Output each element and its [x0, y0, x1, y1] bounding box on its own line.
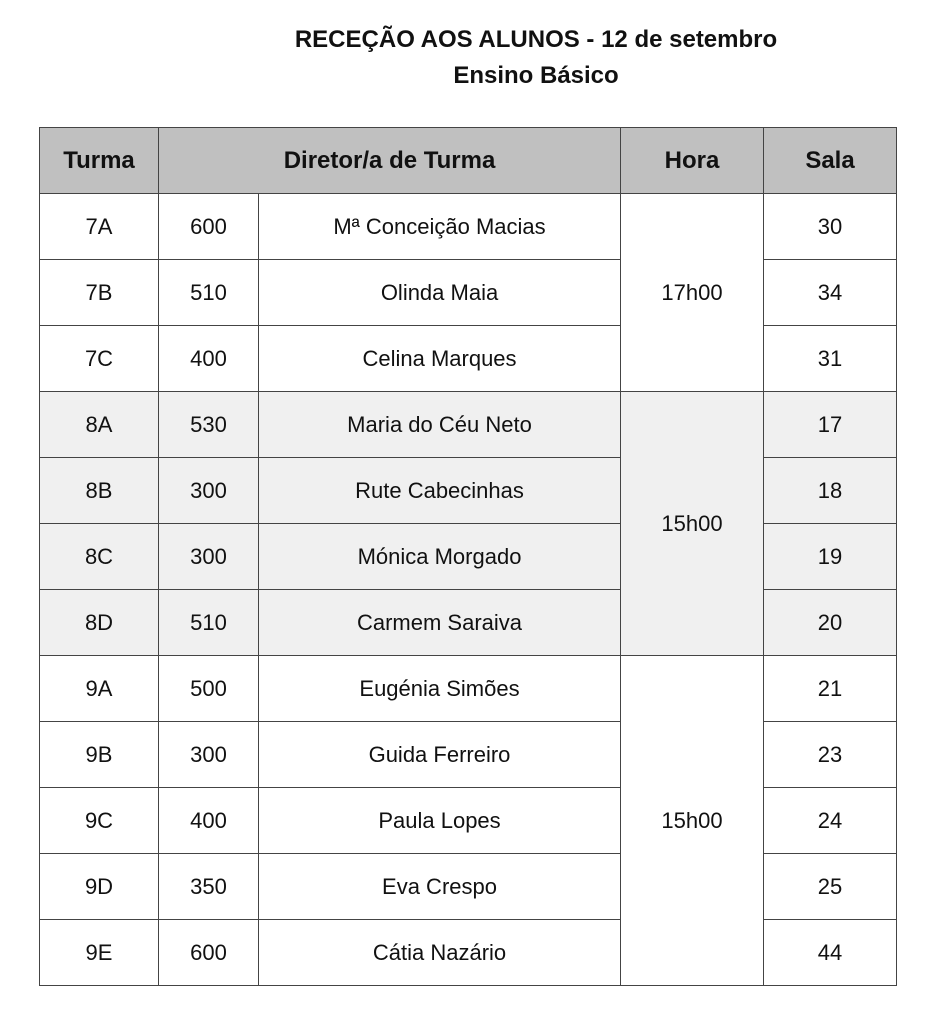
- director-name-cell: Celina Marques: [259, 326, 621, 392]
- director-name-cell: Olinda Maia: [259, 260, 621, 326]
- page-title: RECEÇÃO AOS ALUNOS - 12 de setembro: [294, 26, 778, 53]
- code-cell: 400: [159, 788, 259, 854]
- turma-cell: 8D: [40, 590, 159, 656]
- code-cell: 600: [159, 194, 259, 260]
- director-name-cell: Cátia Nazário: [259, 920, 621, 986]
- turma-cell: 7A: [40, 194, 159, 260]
- turma-cell: 7B: [40, 260, 159, 326]
- table-row: [40, 194, 897, 260]
- sala-cell: 20: [764, 590, 897, 656]
- sala-cell: 21: [764, 656, 897, 722]
- turma-cell: 8A: [40, 392, 159, 458]
- code-cell: 300: [159, 722, 259, 788]
- code-cell: 510: [159, 260, 259, 326]
- turma-cell: 9A: [40, 656, 159, 722]
- column-header-director: Diretor/a de Turma: [159, 128, 621, 194]
- table-row: [40, 524, 897, 590]
- sala-cell: 44: [764, 920, 897, 986]
- sala-cell: 34: [764, 260, 897, 326]
- turma-cell: 9D: [40, 854, 159, 920]
- sala-cell: 19: [764, 524, 897, 590]
- director-name-cell: Mónica Morgado: [259, 524, 621, 590]
- director-name-cell: Mª Conceição Macias: [259, 194, 621, 260]
- code-cell: 600: [159, 920, 259, 986]
- sala-cell: 23: [764, 722, 897, 788]
- table-row: [40, 590, 897, 656]
- code-cell: 400: [159, 326, 259, 392]
- turma-cell: 7C: [40, 326, 159, 392]
- sala-cell: 24: [764, 788, 897, 854]
- table-header-row: [40, 128, 897, 194]
- table-row: [40, 788, 897, 854]
- schedule-table: [39, 127, 897, 986]
- turma-cell: 8C: [40, 524, 159, 590]
- director-name-cell: Rute Cabecinhas: [259, 458, 621, 524]
- sala-cell: 17: [764, 392, 897, 458]
- column-header-hora: Hora: [621, 128, 764, 194]
- table-row: [40, 722, 897, 788]
- code-cell: 500: [159, 656, 259, 722]
- code-cell: 300: [159, 458, 259, 524]
- hora-cell: 15h00: [621, 392, 764, 656]
- column-header-sala: Sala: [764, 128, 897, 194]
- table-row: [40, 656, 897, 722]
- table-row: [40, 260, 897, 326]
- sala-cell: 31: [764, 326, 897, 392]
- director-name-cell: Eva Crespo: [259, 854, 621, 920]
- code-cell: 510: [159, 590, 259, 656]
- hora-cell: 17h00: [621, 194, 764, 392]
- sala-cell: 18: [764, 458, 897, 524]
- code-cell: 530: [159, 392, 259, 458]
- table-row: [40, 920, 897, 986]
- turma-cell: 9B: [40, 722, 159, 788]
- director-name-cell: Paula Lopes: [259, 788, 621, 854]
- sala-cell: 25: [764, 854, 897, 920]
- table-row: [40, 326, 897, 392]
- code-cell: 350: [159, 854, 259, 920]
- turma-cell: 9C: [40, 788, 159, 854]
- turma-cell: 8B: [40, 458, 159, 524]
- turma-cell: 9E: [40, 920, 159, 986]
- director-name-cell: Maria do Céu Neto: [259, 392, 621, 458]
- column-header-turma: Turma: [40, 128, 159, 194]
- code-cell: 300: [159, 524, 259, 590]
- table-row: [40, 458, 897, 524]
- page-subtitle: Ensino Básico: [453, 62, 619, 89]
- table-row: [40, 854, 897, 920]
- table-row: [40, 392, 897, 458]
- director-name-cell: Guida Ferreiro: [259, 722, 621, 788]
- sala-cell: 30: [764, 194, 897, 260]
- director-name-cell: Eugénia Simões: [259, 656, 621, 722]
- hora-cell: 15h00: [621, 656, 764, 986]
- director-name-cell: Carmem Saraiva: [259, 590, 621, 656]
